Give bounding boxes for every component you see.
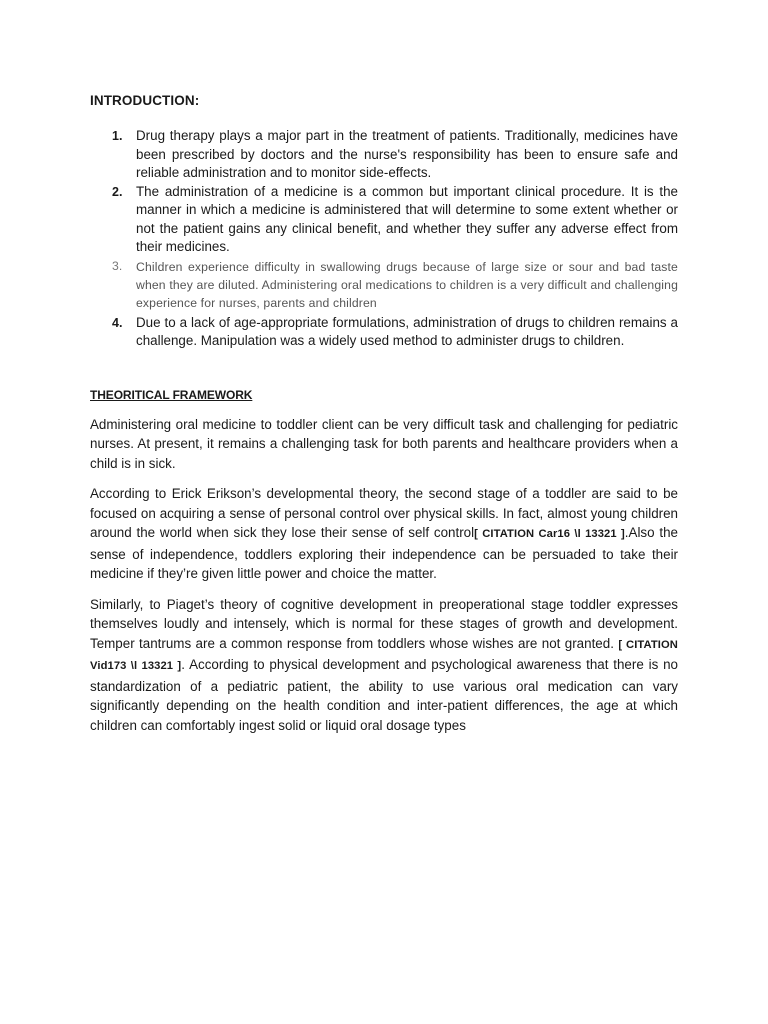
framework-heading: THEORITICAL FRAMEWORK [90,387,253,402]
paragraph-text: According to Erick Erikson’s developmental theory, the second stage of a toddler are said to be focused on acquiring a sense of personal control over physical skills. In fact, almost young children around the world when sick they lose their sense of self control [90,486,678,540]
list-item-number: 3. [112,258,123,273]
framework-paragraph-1: Administering oral medicine to toddler client can be very difficult task and challenging for pediatric nurses. At present, it remains a challenging task for both parents and healthcare providers when a child is in sick. [90,416,678,471]
list-item-text: Due to a lack of age-appropriate formulations, administration of drugs to children remains a challenge. Manipulation was a widely used method to administer drugs to children. [136,314,678,348]
paragraph-text: .Also the sense of independence, toddlers exploring their independence can be persuaded to take their medicine if they’re given little power and choice the matter. [90,525,678,581]
paragraph-text: Similarly, to Piaget’s theory of cognitive development in preoperational stage toddler expresses themselves loudly and intensely, which is normal for these stages of growth and development. Temper tantrums are a common response from toddlers whose wishes are not granted. [90,596,678,651]
list-item [90,314,678,351]
list-item [90,127,678,183]
framework-paragraph-2 [90,484,678,584]
list-item-text: Drug therapy plays a major part in the treatment of patients. Traditionally, medicines have been prescribed by doctors and the nurse's responsibility has been to ensure safe and reliable administration and to monitor side-effects. [136,128,678,180]
document-page [90,92,678,746]
list-item-number: 4. [112,315,123,330]
list-item-text: The administration of a medicine is a common but important clinical procedure. It is the manner in which a medicine is administered that will determine to some extent whether or not the patient gains any clinical benefit, and whether they suffer any adverse effect from their medicines. [136,183,678,254]
introduction-list [90,127,678,351]
citation-field: [ CITATION Vid173 \l 13321 ] [90,638,678,672]
list-item-number: 2. [112,184,123,199]
list-item [90,257,678,314]
paragraph-text: . According to physical development and psychological awareness that there is no standardization of a pediatric patient, the ability to use various oral medication can vary significantly depending on the health condition and inter-patient differences, the age at which children can comfortably ingest solid or liquid oral dosage types [90,657,678,733]
list-item-text: Children experience difficulty in swallowing drugs because of large size or sour and bad taste when they are diluted. Administering oral medications to children is a very difficult and challenging experience for nurses, parents and children [136,259,678,310]
list-item [90,183,678,257]
list-item-number: 1. [112,129,123,143]
introduction-heading: INTRODUCTION: [90,93,200,108]
framework-paragraph-3 [90,595,678,736]
citation-field: [ CITATION Car16 \l 13321 ] [474,528,625,540]
